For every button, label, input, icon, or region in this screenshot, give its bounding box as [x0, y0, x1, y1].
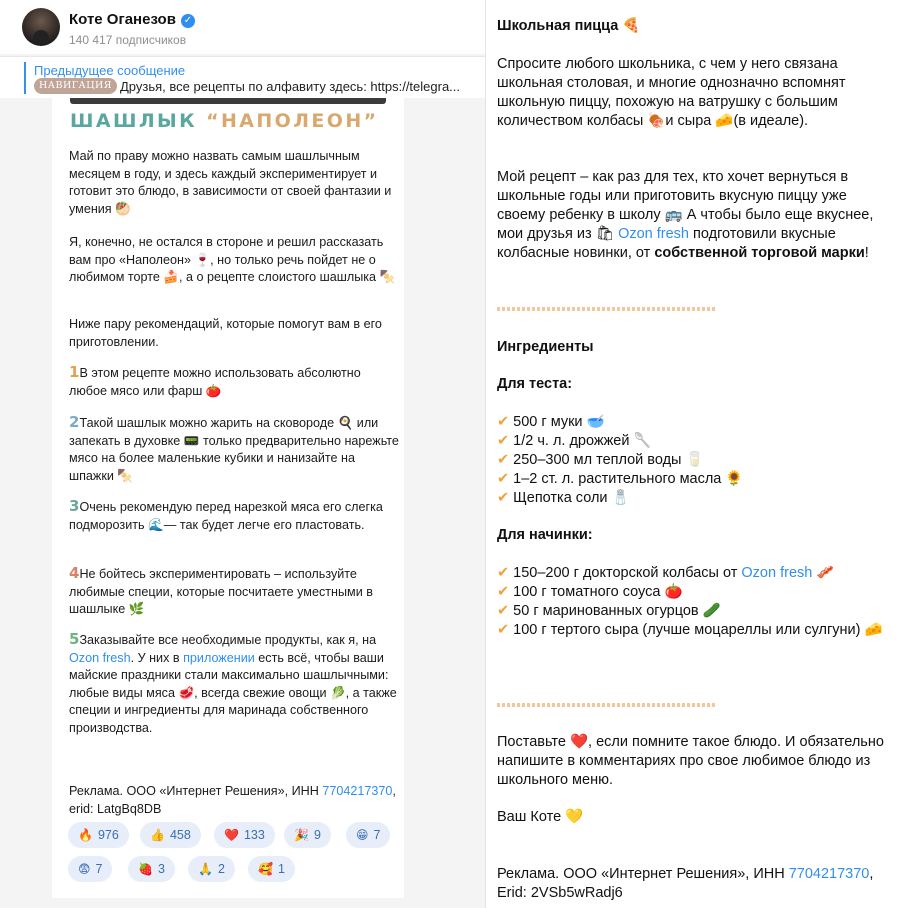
tip-2: [69, 414, 399, 485]
list-item: [497, 489, 893, 508]
ad-inn-link[interactable]: 7704217370: [322, 784, 393, 798]
sausage-icon: 🥓: [812, 565, 835, 581]
tip-4-number: 4: [69, 564, 80, 582]
channel-header[interactable]: [0, 0, 486, 54]
heart-icon: ❤️: [224, 828, 239, 842]
list-item: [497, 621, 893, 640]
check-icon: ✔: [497, 490, 510, 506]
ad-erid: , Erid: 2VSb5wRadj6: [497, 866, 874, 901]
ingredient-text: 1/2 ч. л. дрожжей 🥄: [513, 433, 652, 449]
check-icon: ✔: [497, 584, 510, 600]
reaction-fire[interactable]: [68, 822, 129, 848]
dough-list: [497, 413, 893, 508]
reaction-strawberry[interactable]: [128, 856, 175, 882]
reaction-count: 976: [97, 828, 119, 842]
reaction-count: 133: [243, 828, 265, 842]
article-signature: Ваш Коте 💛: [497, 809, 584, 825]
article-paragraph-2: [497, 168, 893, 263]
tip-5-text-c: есть всё, чтобы ваши майские праздники стали максимально шашлычными: любые виды мяса 🥩, всегда свежие овощи 🥬, а также специи и ингредиенты для маринада собственного производства.: [69, 650, 397, 735]
app-link[interactable]: приложении: [183, 650, 255, 665]
tip-2-text: Такой шашлык можно жарить на сковороде 🍳 или запекать в духовке 📟 только предварительно нарежьте мясо на более маленькие кубики и нанизайте на шпажки 🍢: [69, 416, 399, 483]
smiling-hearts-icon: 🥰: [258, 862, 273, 876]
grin-icon: 😁: [356, 828, 369, 842]
list-item: [497, 602, 893, 621]
check-icon: ✔: [497, 565, 510, 581]
ingredient-text: Щепотка соли 🧂: [513, 490, 630, 506]
strawberry-icon: 🍓: [138, 862, 153, 876]
article-outro: Поставьте ❤️, если помните такое блюдо. И обязательно напишите в комментариях про свое любимое блюдо из школьного меню.: [497, 734, 884, 788]
subscriber-count: 140 417 подписчиков: [69, 33, 187, 47]
ingredient-text: 500 г муки 🥣: [513, 414, 605, 430]
paragraph-2-text-a: Мой рецепт – как раз для тех, кто хочет вернуться в школьные годы или приготовить вкусную пиццу уже своему ребенку в школу 🚌 А чтобы было еще вкуснее, мои друзья из 🛍: [497, 169, 874, 242]
post-message: [52, 98, 404, 898]
thumbs-up-icon: 👍: [150, 828, 165, 842]
reaction-scream[interactable]: [68, 856, 112, 882]
reaction-count: 2: [217, 862, 225, 876]
ingredient-text: 100 г томатного соуса 🍅: [513, 584, 683, 600]
list-item: [497, 432, 893, 451]
ad-text: Реклама. ООО «Интернет Решения», ИНН: [69, 784, 323, 798]
article-ad-disclosure: [497, 865, 893, 903]
post-image-edge: [70, 98, 386, 104]
channel-name[interactable]: [69, 11, 195, 28]
ingredient-text: 150–200 г докторской колбасы от: [513, 565, 742, 581]
list-item: [497, 583, 893, 602]
tip-3-text: Очень рекомендую перед нарезкой мяса его слегка подморозить 🌊— так будет легче его пластовать.: [69, 500, 383, 532]
dough-heading: Для теста:: [497, 376, 573, 392]
reaction-count: 7: [373, 828, 381, 842]
article-panel: [487, 0, 898, 908]
reaction-party[interactable]: [284, 822, 331, 848]
section-divider: [497, 703, 715, 707]
post-paragraph-1: Май по праву можно назвать самым шашлычным месяцем в году, и здесь каждый экспериментирует и готовит это блюдо, в зависимости от своей фантазии и умения 🥙: [69, 149, 392, 216]
pinned-indicator: [24, 62, 26, 94]
tip-5-text-a: Заказывайте все необходимые продукты, как я, на: [79, 633, 377, 647]
ingredient-text: 50 г маринованных огурцов 🥒: [513, 603, 721, 619]
channel-avatar[interactable]: [22, 8, 60, 46]
list-item: [497, 451, 893, 470]
article-intro: Спросите любого школьника, с чем у него связана школьная столовая, и многие однозначно вспомнят школьную пиццу, похожую на ватрушку с большим количеством колбасы 🍖и сыра 🧀(в идеале).: [497, 56, 846, 129]
reaction-count: 9: [313, 828, 321, 842]
tip-2-number: 2: [69, 413, 80, 431]
channel-name-text: Котe Оганезов: [69, 11, 176, 28]
paragraph-2-text-b: подготовили вкусные колбасные новинки, от: [497, 226, 836, 261]
pinned-tag: НАВИГАЦИЯ: [34, 78, 117, 94]
post-paragraph-3: Ниже пару рекомендаций, которые помогут вам в его приготовлении.: [69, 317, 382, 349]
verified-icon: ✓: [181, 14, 195, 28]
filling-heading: Для начинки:: [497, 527, 593, 543]
ozon-fresh-link[interactable]: Ozon fresh: [69, 650, 131, 665]
fire-icon: 🔥: [78, 828, 93, 842]
list-item: [497, 470, 893, 489]
reaction-thumbs-up[interactable]: [140, 822, 201, 848]
tip-5: [69, 631, 399, 737]
check-icon: ✔: [497, 414, 510, 430]
reaction-grin[interactable]: [346, 822, 390, 848]
tip-5-text-b: . У них в: [130, 650, 184, 665]
reaction-count: 3: [157, 862, 165, 876]
tip-5-number: 5: [69, 630, 80, 648]
ingredient-text: 100 г тертого сыра (лучше моцареллы или сулгуни) 🧀: [513, 622, 883, 638]
ozon-fresh-link[interactable]: Ozon fresh: [618, 226, 689, 242]
paragraph-2-bold: собственной торговой марки: [654, 245, 865, 261]
reaction-count: 1: [277, 862, 285, 876]
ozon-fresh-link[interactable]: Ozon fresh: [741, 565, 813, 581]
scream-icon: 😨: [78, 862, 91, 876]
pinned-message[interactable]: [0, 56, 486, 98]
paragraph-2-text-c: !: [864, 245, 869, 261]
tip-1-number: 1: [69, 363, 80, 381]
post-paragraph-2: Я, конечно, не остался в стороне и решил рассказать вам про «Наполеон» 🍷, но только речь пойдет не о любимом торте 🍰, а о рецепте слоистого шашлыка 🍢: [69, 235, 396, 284]
reaction-count: 458: [169, 828, 191, 842]
reaction-count: 7: [95, 862, 103, 876]
list-item: [497, 564, 893, 583]
check-icon: ✔: [497, 471, 510, 487]
reaction-heart[interactable]: [214, 822, 275, 848]
article-title: Школьная пицца 🍕: [497, 18, 641, 34]
tip-1-text: В этом рецепте можно использовать абсолютно любое мясо или фарш 🍅: [69, 366, 361, 398]
post-title-quoted: “НАПОЛЕОН”: [206, 110, 379, 132]
reaction-love[interactable]: [248, 856, 295, 882]
ad-erid: , erid: LatgBq8DB: [69, 784, 396, 816]
ingredient-text: 1–2 ст. л. растительного масла 🌻: [513, 471, 744, 487]
list-item: [497, 413, 893, 432]
tip-4: [69, 565, 399, 619]
post-ad-disclosure: [69, 783, 399, 818]
tip-1: [69, 364, 399, 400]
pinned-text: Друзья, все рецепты по алфавиту здесь: https://telegra...: [120, 79, 461, 94]
section-divider: [497, 307, 715, 311]
reaction-pray[interactable]: [188, 856, 235, 882]
post-title: [70, 110, 379, 132]
check-icon: ✔: [497, 452, 510, 468]
ad-inn-link[interactable]: 7704217370: [788, 866, 870, 882]
post-title-main: ШАШЛЫК: [70, 110, 207, 132]
pray-icon: 🙏: [198, 862, 213, 876]
party-icon: 🎉: [294, 828, 309, 842]
check-icon: ✔: [497, 433, 510, 449]
check-icon: ✔: [497, 622, 510, 638]
check-icon: ✔: [497, 603, 510, 619]
filling-list: [497, 564, 893, 640]
tip-4-text: Не бойтесь экспериментировать – используйте любимые специи, которые посчитаете уместными в шашлыке 🌿: [69, 567, 373, 616]
tip-3-number: 3: [69, 497, 80, 515]
tip-3: [69, 498, 399, 534]
ad-text: Реклама. ООО «Интернет Решения», ИНН: [497, 866, 789, 882]
ingredient-text: 250–300 мл теплой воды 🥛: [513, 452, 704, 468]
pinned-title: Предыдущее сообщение: [34, 63, 186, 78]
ingredients-heading: Ингредиенты: [497, 339, 594, 355]
